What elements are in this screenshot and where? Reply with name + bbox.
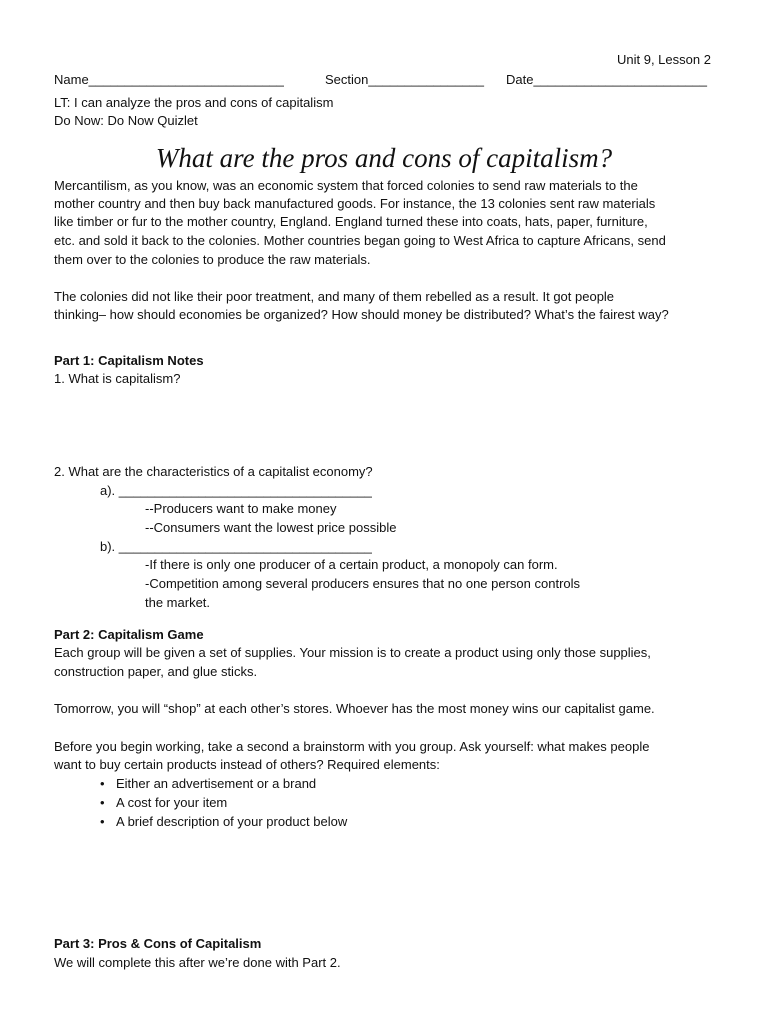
part2-line: construction paper, and glue sticks. — [54, 664, 258, 679]
bullet-glyph: • — [100, 814, 105, 829]
name-field[interactable]: Name___________________________ — [54, 72, 284, 87]
intro-line: thinking– how should economies be organized? How should money be distributed? What’s the fairest way? — [54, 307, 669, 322]
answer-b-note: the market. — [145, 595, 211, 610]
answer-b-note: -Competition among several producers ensures that no one person controls — [145, 576, 581, 591]
bullet-glyph: • — [100, 776, 105, 791]
part2-line: want to buy certain products instead of others? Required elements: — [54, 757, 440, 772]
do-now: Do Now: Do Now Quizlet — [54, 113, 198, 128]
part2-heading: Part 2: Capitalism Game — [54, 627, 204, 642]
bullet-glyph: • — [100, 795, 105, 810]
question-1: 1. What is capitalism? — [54, 371, 181, 386]
unit-lesson-label: Unit 9, Lesson 2 — [617, 52, 711, 67]
learning-target: LT: I can analyze the pros and cons of capitalism — [54, 95, 334, 110]
intro-line: them over to the colonies to produce the raw materials. — [54, 252, 371, 267]
part3-text: We will complete this after we’re done with Part 2. — [54, 955, 341, 970]
part2-line: Before you begin working, take a second a brainstorm with you group. Ask yourself: what makes people — [54, 739, 650, 754]
intro-line: The colonies did not like their poor treatment, and many of them rebelled as a result. It got people — [54, 289, 615, 304]
answer-b-blank[interactable]: b). ___________________________________ — [100, 539, 372, 554]
date-field[interactable]: Date________________________ — [506, 72, 707, 87]
answer-a-note: --Consumers want the lowest price possible — [145, 520, 397, 535]
section-field[interactable]: Section________________ — [325, 72, 485, 87]
answer-a-blank[interactable]: a). ___________________________________ — [100, 483, 372, 498]
page-title: What are the pros and cons of capitalism? — [155, 143, 613, 173]
bullet-item: A brief description of your product below — [116, 814, 348, 829]
bullet-item: Either an advertisement or a brand — [116, 776, 317, 791]
intro-line: etc. and sold it back to the colonies. Mother countries began going to West Africa to capture Africans, send — [54, 233, 666, 248]
answer-a-note: --Producers want to make money — [145, 501, 337, 516]
answer-b-note: -If there is only one producer of a certain product, a monopoly can form. — [145, 557, 558, 572]
intro-line: mother country and then buy back manufactured goods. For instance, the 13 colonies sent raw materials — [54, 196, 656, 211]
intro-line: Mercantilism, as you know, was an economic system that forced colonies to send raw materials to the — [54, 178, 638, 193]
bullet-item: A cost for your item — [116, 795, 228, 810]
part3-heading: Part 3: Pros & Cons of Capitalism — [54, 936, 262, 951]
part1-heading: Part 1: Capitalism Notes — [54, 353, 204, 368]
part2-line: Tomorrow, you will “shop” at each other’s stores. Whoever has the most money wins our capitalist game. — [54, 701, 655, 716]
question-2: 2. What are the characteristics of a capitalist economy? — [54, 464, 373, 479]
part2-line: Each group will be given a set of supplies. Your mission is to create a product using only those supplies, — [54, 645, 651, 660]
intro-line: like timber or fur to the mother country, England. England turned these into coats, hats, paper, furniture, — [54, 214, 648, 229]
